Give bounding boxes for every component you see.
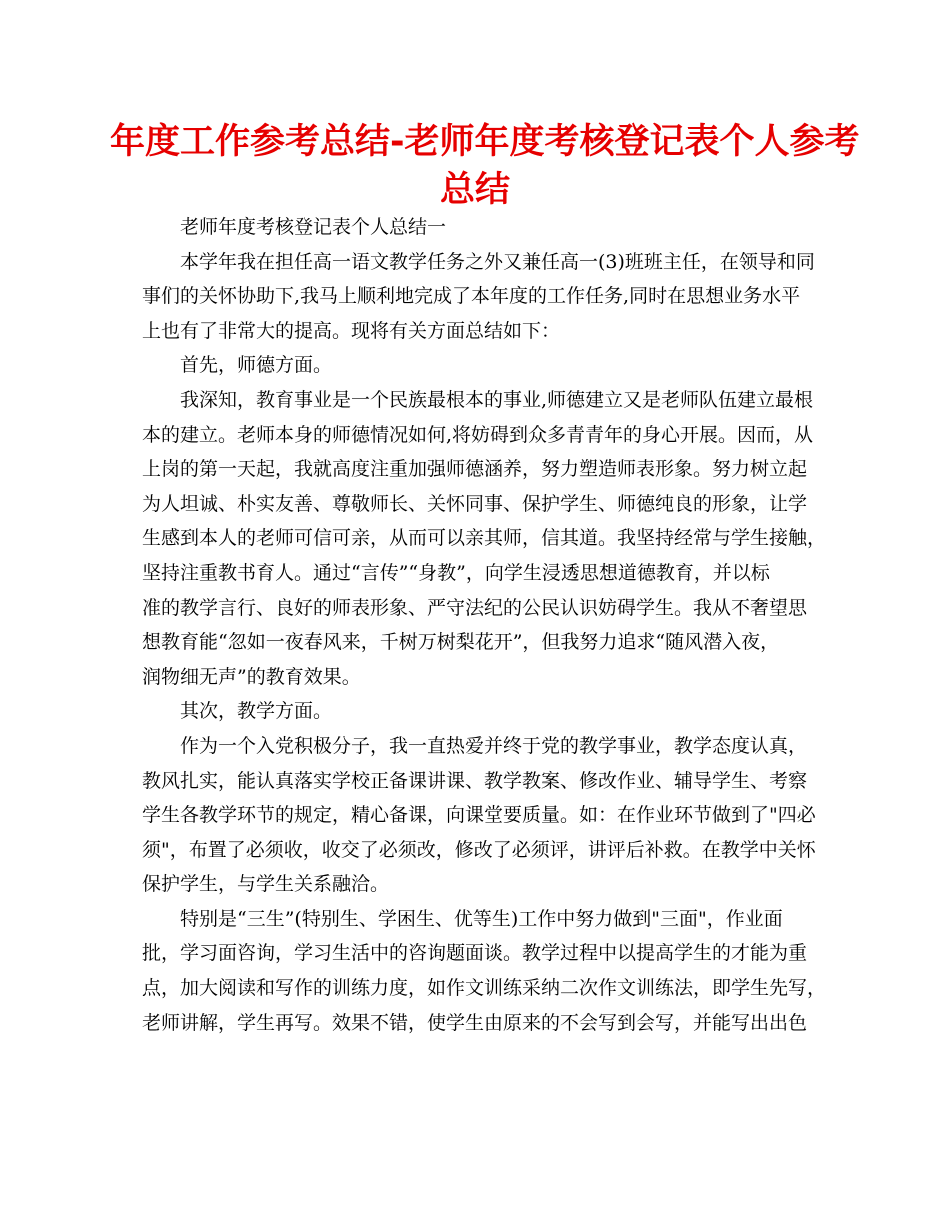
- paragraph-7-line-2: 批，学习面咨询，学习生活中的咨询题面谈。教学过程中以提高学生的才能为重: [142, 942, 808, 965]
- paragraph-1-line-1: 老师年度考核登记表个人总结一: [180, 216, 447, 238]
- title-line-1: 年度工作参考总结-老师年度考核登记表个人参考: [110, 122, 860, 162]
- paragraph-4-line-5: 生感到本人的老师可信可亲，从而可以亲其师，信其道。我坚持经常与学生接触，: [142, 527, 827, 550]
- paragraph-7-line-4: 老师讲解，学生再写。效果不错，使学生由原来的不会写到会写，并能写出出色: [142, 1011, 808, 1034]
- paragraph-4-line-6: 坚持注重教书育人。通过“言传”“身教”，向学生浸透思想道德教育，并以标: [142, 561, 770, 584]
- paragraph-7-line-1: 特别是“三生”(特别生、学困生、优等生)工作中努力做到"三面"，作业面: [180, 907, 783, 930]
- paragraph-2-line-1: 本学年我在担任高一语文教学任务之外又兼任高一(3)班班主任，在领导和同: [180, 250, 815, 273]
- paragraph-3-line-1: 首先，师德方面。: [180, 354, 333, 377]
- document-body: [142, 210, 827, 1040]
- document-title: [110, 118, 860, 214]
- paragraph-2-line-3: 上也有了非常大的提高。现将有关方面总结如下：: [142, 319, 561, 342]
- paragraph-4-line-2: 本的建立。老师本身的师德情况如何,将妨碍到众多青青年的身心开展。因而，从: [142, 423, 814, 446]
- paragraph-4-line-4: 为人坦诚、朴实友善、尊敬师长、关怀同事、保护学生、师德纯良的形象，让学: [142, 492, 808, 515]
- paragraph-4-line-1: 我深知，教育事业是一个民族最根本的事业,师德建立又是老师队伍建立最根: [180, 388, 814, 411]
- paragraph-4-line-7: 准的教学言行、良好的师表形象、严守法纪的公民认识妨碍学生。我从不奢望思: [142, 596, 808, 619]
- paragraph-6-line-3: 学生各教学环节的规定，精心备课，向课堂要质量。如：在作业环节做到了"四必: [142, 804, 816, 827]
- paragraph-5-line-1: 其次，教学方面。: [180, 700, 333, 723]
- paragraph-4-line-3: 上岗的第一天起，我就高度注重加强师德涵养，努力塑造师表形象。努力树立起: [142, 458, 808, 481]
- paragraph-7-line-3: 点，加大阅读和写作的训练力度，如作文训练采纳二次作文训练法，即学生先写，: [142, 977, 827, 1000]
- paragraph-6-line-2: 教风扎实，能认真落实学校正备课讲课、教学教案、修改作业、辅导学生、考察: [142, 769, 808, 792]
- paragraph-4-line-8: 想教育能“忽如一夜春风来，千树万树梨花开”，但我努力追求“随风潜入夜，: [142, 631, 780, 654]
- paragraph-4-line-9: 润物细无声”的教育效果。: [142, 665, 361, 688]
- title-line-2: 总结: [439, 170, 510, 210]
- paragraph-6-line-1: 作为一个入党积极分子，我一直热爱并终于党的教学事业，教学态度认真，: [180, 734, 808, 757]
- paragraph-6-line-4: 须"，布置了必须收，收交了必须改，修改了必须评，讲评后补救。在教学中关怀: [142, 838, 816, 861]
- paragraph-6-line-5: 保护学生，与学生关系融洽。: [142, 873, 390, 896]
- paragraph-2-line-2: 事们的关怀协助下,我马上顺利地完成了本年度的工作任务,同时在思想业务水平: [142, 285, 801, 308]
